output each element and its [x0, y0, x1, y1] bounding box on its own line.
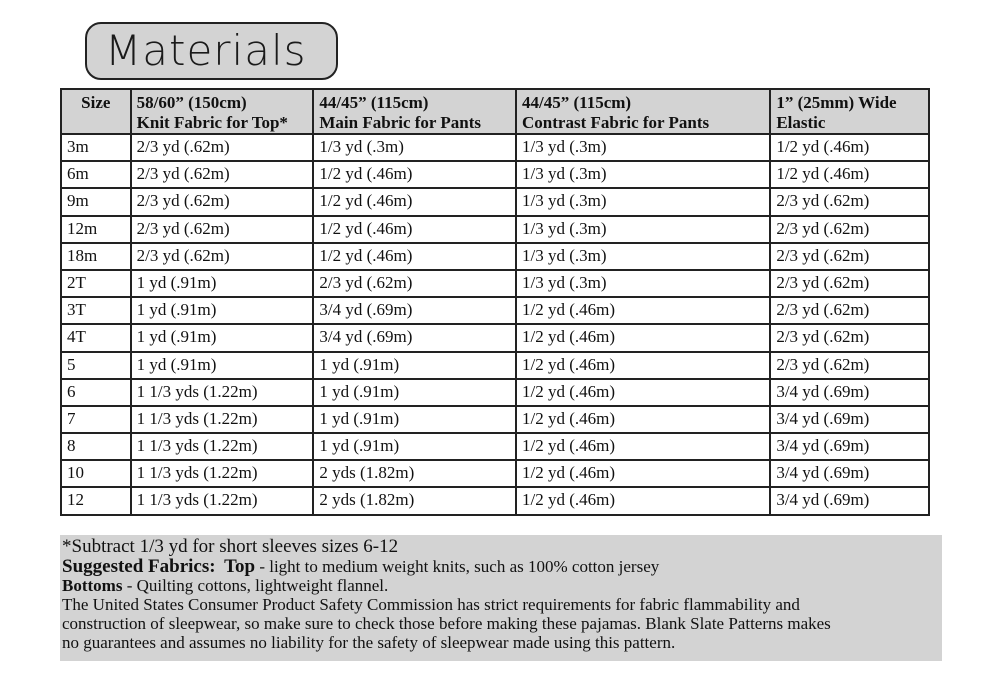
disclaimer-line-3: no guarantees and assumes no liability for the safety of sleepwear made using this pattern. — [62, 633, 676, 652]
table-cell: 1/2 yd (.46m) — [516, 324, 770, 351]
materials-table — [60, 88, 930, 516]
size-cell: 9m — [61, 188, 131, 215]
table-cell: 3/4 yd (.69m) — [770, 487, 929, 514]
table-cell: 1 1/3 yds (1.22m) — [131, 433, 314, 460]
table-cell: 1/3 yd (.3m) — [516, 216, 770, 243]
table-row — [61, 134, 929, 161]
column-header-line2: Elastic — [776, 113, 826, 132]
title-box — [85, 22, 338, 80]
table-row — [61, 188, 929, 215]
table-cell: 3/4 yd (.69m) — [770, 433, 929, 460]
size-cell: 7 — [61, 406, 131, 433]
table-cell: 1/3 yd (.3m) — [313, 134, 516, 161]
table-cell: 2/3 yd (.62m) — [770, 270, 929, 297]
size-cell: 12m — [61, 216, 131, 243]
size-cell: 2T — [61, 270, 131, 297]
table-cell: 1/2 yd (.46m) — [516, 379, 770, 406]
table-cell: 2/3 yd (.62m) — [131, 216, 314, 243]
table-cell: 2/3 yd (.62m) — [131, 134, 314, 161]
table-cell: 1 1/3 yds (1.22m) — [131, 460, 314, 487]
table-cell: 3/4 yd (.69m) — [770, 460, 929, 487]
suggested-fabrics-label: Suggested Fabrics: — [62, 556, 216, 577]
column-header-2 — [313, 89, 516, 134]
disclaimer-line-2: construction of sleepwear, so make sure to check those before making these pajamas. Blank Slate Patterns makes — [62, 614, 831, 633]
table-cell: 1 1/3 yds (1.22m) — [131, 379, 314, 406]
size-cell: 8 — [61, 433, 131, 460]
column-header-1 — [131, 89, 314, 134]
table-cell: 1/3 yd (.3m) — [516, 134, 770, 161]
column-header-line1: 44/45” (115cm) — [319, 93, 429, 112]
disclaimer-line-1: The United States Consumer Product Safety Commission has strict requirements for fabric flammability and — [62, 595, 800, 614]
bottoms-text: - Quilting cottons, lightweight flannel. — [122, 576, 389, 595]
column-header-line2: Knit Fabric for Top* — [136, 113, 288, 132]
table-cell: 1 1/3 yds (1.22m) — [131, 487, 314, 514]
size-cell: 18m — [61, 243, 131, 270]
table-cell: 2/3 yd (.62m) — [770, 243, 929, 270]
column-header-line2: Main Fabric for Pants — [319, 113, 482, 132]
size-cell: 3m — [61, 134, 131, 161]
table-cell: 1/2 yd (.46m) — [770, 134, 929, 161]
table-cell: 2/3 yd (.62m) — [131, 188, 314, 215]
table-cell: 2/3 yd (.62m) — [313, 270, 516, 297]
table-cell: 1 yd (.91m) — [313, 433, 516, 460]
table-cell: 1/3 yd (.3m) — [516, 161, 770, 188]
table-row — [61, 243, 929, 270]
table-cell: 1/2 yd (.46m) — [313, 243, 516, 270]
table-row — [61, 297, 929, 324]
table-cell: 3/4 yd (.69m) — [770, 406, 929, 433]
table-cell: 2 yds (1.82m) — [313, 487, 516, 514]
table-row — [61, 433, 929, 460]
suggested-top-line — [62, 557, 940, 576]
table-cell: 1/2 yd (.46m) — [313, 216, 516, 243]
table-cell: 3/4 yd (.69m) — [313, 324, 516, 351]
top-label: Top — [224, 556, 256, 577]
column-header-line1: 58/60” (150cm) — [136, 93, 247, 112]
size-cell: 6m — [61, 161, 131, 188]
column-header-0 — [61, 89, 131, 134]
top-text: - light to medium weight knits, such as 100% cotton jersey — [255, 557, 660, 576]
table-row — [61, 352, 929, 379]
table-cell: 2/3 yd (.62m) — [770, 188, 929, 215]
table-cell: 1/3 yd (.3m) — [516, 188, 770, 215]
size-cell: 12 — [61, 487, 131, 514]
table-header-row — [61, 89, 929, 134]
table-cell: 1 yd (.91m) — [313, 406, 516, 433]
table-cell: 2/3 yd (.62m) — [770, 324, 929, 351]
size-cell: 6 — [61, 379, 131, 406]
table-body — [61, 134, 929, 515]
table-row — [61, 379, 929, 406]
column-header-4 — [770, 89, 929, 134]
table-cell: 1 yd (.91m) — [131, 324, 314, 351]
table-cell: 2/3 yd (.62m) — [131, 243, 314, 270]
table-cell: 1 yd (.91m) — [313, 379, 516, 406]
size-cell: 3T — [61, 297, 131, 324]
table-cell: 3/4 yd (.69m) — [770, 379, 929, 406]
notes-panel — [60, 535, 942, 661]
table-cell: 1/3 yd (.3m) — [516, 243, 770, 270]
size-cell: 10 — [61, 460, 131, 487]
table-row — [61, 216, 929, 243]
column-header-line1: Size — [81, 93, 111, 112]
table-cell: 3/4 yd (.69m) — [313, 297, 516, 324]
table-row — [61, 406, 929, 433]
table-cell: 1/2 yd (.46m) — [516, 406, 770, 433]
table-cell: 1/2 yd (.46m) — [313, 161, 516, 188]
table-cell: 2 yds (1.82m) — [313, 460, 516, 487]
table-cell: 1 1/3 yds (1.22m) — [131, 406, 314, 433]
table-cell: 1/2 yd (.46m) — [516, 460, 770, 487]
table-row — [61, 270, 929, 297]
page-title: Materials — [105, 26, 307, 75]
size-cell: 4T — [61, 324, 131, 351]
table-cell: 1 yd (.91m) — [131, 270, 314, 297]
column-header-line1: 44/45” (115cm) — [522, 93, 632, 112]
table-cell: 1 yd (.91m) — [131, 297, 314, 324]
table-cell: 2/3 yd (.62m) — [131, 161, 314, 188]
bottoms-label: Bottoms — [62, 576, 123, 595]
table-cell: 2/3 yd (.62m) — [770, 216, 929, 243]
bottoms-line — [62, 576, 940, 595]
short-sleeve-note: *Subtract 1/3 yd for short sleeves sizes 6-12 — [62, 536, 399, 557]
table-cell: 1/3 yd (.3m) — [516, 270, 770, 297]
table-cell: 2/3 yd (.62m) — [770, 352, 929, 379]
table-cell: 1/2 yd (.46m) — [516, 433, 770, 460]
size-cell: 5 — [61, 352, 131, 379]
table-cell: 1/2 yd (.46m) — [516, 352, 770, 379]
column-header-line2: Contrast Fabric for Pants — [522, 113, 710, 132]
table-cell: 1/2 yd (.46m) — [313, 188, 516, 215]
table-row — [61, 161, 929, 188]
table-cell: 1 yd (.91m) — [313, 352, 516, 379]
table-cell: 1/2 yd (.46m) — [516, 487, 770, 514]
table-row — [61, 460, 929, 487]
table-row — [61, 487, 929, 514]
column-header-3 — [516, 89, 770, 134]
table-cell: 2/3 yd (.62m) — [770, 297, 929, 324]
table-cell: 1 yd (.91m) — [131, 352, 314, 379]
table-cell: 1/2 yd (.46m) — [770, 161, 929, 188]
column-header-line1: 1” (25mm) Wide — [776, 93, 897, 112]
table-cell: 1/2 yd (.46m) — [516, 297, 770, 324]
table-row — [61, 324, 929, 351]
